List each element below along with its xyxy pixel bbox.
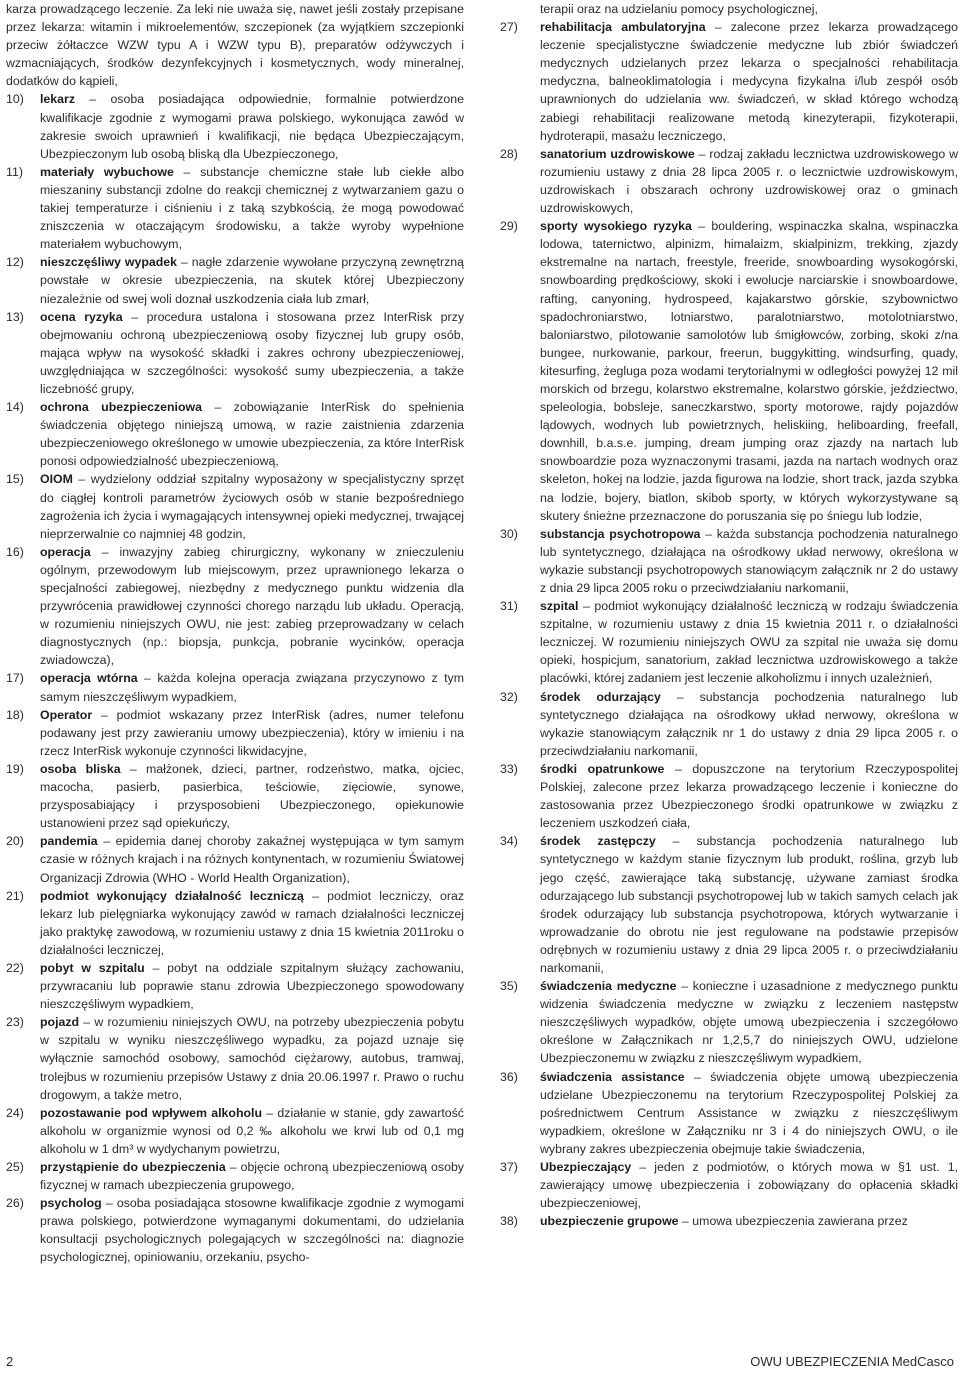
definition-dash: – [694,146,710,161]
definition-dash: – [225,1160,241,1174]
definition-term: osoba bliska [40,761,121,776]
definition-text: substancja pochodzenia naturalnego lub syntetycznego działająca na ośrodkowy układ nerwowy, określona w wykazie stanowiącym załącznik nr 1 do ustawy z dnia 29 lipca 2005 r. o przeciwdziałaniu narkomanii, [540,689,958,758]
definition-term: Operator [40,707,93,722]
definition-text: zobowiązanie InterRisk do spełnienia świadczenia objętego niniejszą umową, w razie zaistnienia zdarzenia ubezpieczeniowego określonego w umowie ubezpieczenia, za które InterRisk ponosi odpowiedzialność ubezpieczeniową, [40,400,465,469]
definition-number: 29) [500,219,518,234]
definition-item [6,543,464,670]
definition-number: 17) [6,671,24,686]
definition-item [6,90,464,162]
definition-dash: – [631,1160,655,1174]
definition-term: pozostawanie pod wpływem alkoholu [40,1105,262,1120]
definition-text: inwazyjny zabieg chirurgiczny, wykonany w znieczuleniu ogólnym, przewodowym lub miejscowym, przez uprawnionego lekarza o specjalności zabiegowej, niezbędny z medycznego punktu widzenia dla przywrócenia prawidłowej czynności chorego narządu lub układu. Operacją, w rozumieniu niniejszych OWU, nie jest: zabieg przeprowadzany w celach diagnostycznych (np.: biopsja, punkcja, pobranie wycinków, operacja zwiadowcza), [40,544,464,668]
definition-term: ocena ryzyka [40,309,123,324]
definition-number: 21) [6,888,24,903]
definition-item [6,1013,464,1103]
definition-term: środek odurzający [540,689,661,704]
definition-text: świadczenia objęte umową ubezpieczenia udzielane Ubezpieczonemu na terytorium Rzeczypospolitej Polskiej za pośrednictwem Centrum Assistance w związku z nieszczęśliwym wypadkiem, określone w Załączniku nr 3 i 4 do niniejszych OWU, o ile wybrany zakres ubezpieczenia obejmuje takie świadczenia, [540,1069,958,1156]
definition-number: 28) [500,146,518,161]
definition-number: 15) [6,472,24,487]
definition-dash: – [97,834,116,849]
definition-number: 23) [6,1015,24,1030]
right-column [500,0,958,1230]
definition-term: operacja wtórna [40,671,138,686]
definition-term: szpital [540,599,579,614]
definition-term: środki opatrunkowe [540,761,665,776]
definition-text: osoba posiadająca stosowne kwalifikacje zgodnie z wymogami prawa polskiego, potwierdzone wymaganymi dokumentami, do udzielania konsultacji psychologicznych polegających w szczególności na: diagnozie psychologicznej, opiniowaniu, orzekaniu, psycho- [40,1196,464,1265]
definition-text: pobyt na oddziale szpitalnym służący zachowaniu, przywracaniu lub poprawie stanu zdrowia Ubezpieczonego spowodowany nieszczęśliwym wypadkiem, [40,960,464,1012]
definition-item [6,163,464,253]
definition-dash: – [262,1105,278,1120]
right-intro-text: terapii oraz na udzielaniu pomocy psychologicznej, [540,2,818,16]
definition-term: sanatorium uzdrowiskowe [540,146,695,161]
definition-text: małżonek, dzieci, partner, rodzeństwo, matka, ojciec, macocha, pasierb, pasierbica, teściowie, zięciowie, synowe, przysposabiający i przysposobieni Ubezpieczonego, opiekunowie ustanowieni przez sąd opiekuńczy, [40,761,464,831]
definition-term: psycholog [40,1196,102,1211]
definition-dash: – [79,1015,95,1030]
definition-number: 22) [6,960,24,975]
definition-text: każda substancja pochodzenia naturalnego lub syntetycznego, działająca na ośrodkowy układ nerwowy, określona w wykazie substancji psychotropowych stanowiącym załącznik nr 2 do ustawy z dnia 29 lipca 2005 roku o przeciwdziałaniu narkomanii, [540,526,959,595]
definition-term: środek zastępczy [540,834,656,849]
definition-dash: – [137,671,158,686]
definition-text: podmiot leczniczy, oraz lekarz lub pielęgniarka wykonujący zawód w ramach działalności leczniczej jako praktykę zawodową, w rozumieniu ustawy z dnia 15 kwietnia 2011roku o działalności leczniczej, [40,888,465,957]
definition-text: w rozumieniu niniejszych OWU, na potrzeby ubezpieczenia pobytu w szpitalu w wyniku nieszczęśliwego wypadku, za pojazd uznaje się wyłącznie samochód osobowy, samochód ciężarowy, autobus, tramwaj, trolejbus w rozumieniu przepisów Ustawy z dnia 20.06.1997 r. Prawo o ruchu drogowym, a także metro, [40,1015,464,1102]
definition-dash: – [684,1069,711,1084]
definition-item [6,706,464,760]
definition-dash: – [705,20,731,35]
definition-item [6,398,464,470]
definition-term: operacja [40,544,91,559]
definition-dash: – [578,599,595,614]
definition-dash: – [700,526,717,541]
definition-number: 33) [500,761,518,776]
definition-text: podmiot wskazany przez InterRisk (adres, numer telefonu podawany jest przy zawieraniu umowy ubezpieczenia), który w imieniu i na rzecz InterRisk wykonuje czynności likwidacyjne, [40,707,464,758]
definition-text: osoba posiadająca odpowiednie, formalnie potwierdzone kwalifikacje zgodnie z wymogami prawa polskiego, wykonująca zawód w zakresie swoich uprawnień i kwalifikacji, nie będąca Ubezpieczającym, Ubezpieczonym lub osobą bliską dla Ubezpieczonego, [40,92,464,161]
definition-dash: – [120,761,146,776]
definition-item [500,145,958,217]
definition-item [500,1158,958,1212]
definition-item [500,688,958,760]
definition-item [6,1158,464,1194]
definition-text: dopuszczone na terytorium Rzeczypospolitej Polskiej, zalecone przez lekarza prowadzącego leczenie i konieczne do zastosowania przez Ubezpieczonego środki opatrunkowe w związku z leczeniem uszkodzeń ciała, [540,761,958,831]
definition-item [6,959,464,1013]
definition-number: 10) [6,92,24,107]
definition-dash: – [177,255,192,270]
definition-dash: – [144,960,168,975]
definition-dash: – [660,689,700,704]
definition-term: przystąpienie do ubezpieczenia [40,1160,226,1174]
definition-term: ubezpieczenie grupowe [540,1214,679,1229]
definition-term: sporty wysokiego ryzyka [540,219,692,234]
definition-term: lekarz [40,92,76,107]
definition-text: każda kolejna operacja związana przyczynowo z tym samym nieszczęśliwym wypadkiem, [40,671,464,704]
definition-dash: – [72,472,91,487]
definition-item [6,887,464,959]
definition-text: wydzielony oddział szpitalny wyposażony w specjalistyczny sprzęt do ciągłej kontroli parametrów życiowych osób w stanie bezpośredniego zagrożenia ich życia i wymagających intensywnej opieki medycznej, trwającej nieprzerwalnie co najmniej 48 godzin, [40,472,464,541]
definition-text: konieczne i uzasadnione z medycznego punktu widzenia świadczenia medyczne w związku z leczeniem następstw nieszczęśliwych wypadków, objęte umową ubezpieczenia i szczegółowo określone w Załącznikach nr 1,2,5,7 do niniejszych OWU, udzielone Ubezpieczonemu w związku z nieszczęśliwym wypadkiem, [540,979,959,1066]
definition-item [500,597,958,687]
definition-term: pandemia [40,834,98,849]
definition-text: rodzaj zakładu lecznictwa uzdrowiskowego w rozumieniu ustawy z dnia 28 lipca 2005 r. o lecznictwie uzdrowiskowym, uzdrowiskach i obszarach ochrony uzdrowiskowej oraz o gminach uzdrowiskowych, [540,146,958,216]
definition-term: ochrona ubezpieczeniowa [40,400,202,415]
definition-text: objęcie ochroną ubezpieczeniową osoby fizycznej w ramach ubezpieczenia grupowego, [40,1160,464,1193]
definition-term: nieszczęśliwy wypadek [40,255,178,270]
definition-number: 31) [500,599,518,614]
definition-text: jeden z podmiotów, o których mowa w §1 ust. 1, zawierający umowę ubezpieczenia i zobowiązany do opłacenia składki ubezpieczeniowej, [540,1160,958,1211]
definition-dash: – [92,707,117,722]
definition-number: 26) [6,1196,24,1211]
definition-term: materiały wybuchowe [40,164,174,179]
definition-item [500,1068,958,1158]
definition-term: pobyt w szpitalu [40,960,145,975]
definition-number: 36) [500,1069,518,1084]
definition-item [6,308,464,398]
definition-item [500,1212,958,1230]
definition-number: 30) [500,526,518,541]
page-number: 2 [6,1354,14,1369]
definition-item [6,760,464,832]
definition-item [500,832,958,977]
definition-text: działanie w stanie, gdy zawartość alkoholu w organizmie wynosi od 0,2 ‰ alkoholu we krwi lub od 0,1 mg alkoholu w 1 dm³ w wydychanym powietrzu, [40,1105,464,1156]
definition-term: świadczenia assistance [540,1069,685,1084]
definition-term: świadczenia medyczne [540,979,677,994]
left-definitions-list [6,90,464,1266]
definition-number: 19) [6,761,24,776]
left-intro-text: karza prowadzącego leczenie. Za leki nie uważa się, nawet jeśli zostały przepisane przez lekarza: witamin i mikroelementów, szczepionek (za wyjątkiem szczepionki przeciw żółtaczce WZW typu A i WZW typu B), preparatów odżywczych i wzmacniających, środków dezynfekcyjnych i kosmetycznych, wody mineralnej, dodatków do kąpieli, [6,2,464,89]
definition-text: substancje chemiczne stałe lub ciekłe albo mieszaniny substancji zdolne do reakcji chemicznej z wytwarzaniem gazu o takiej temperaturze i ciśnieniu i z taką szybkością, że mogą powodować zniszczenia w otaczającym środowisku, a także wyroby wypełnione materiałem wybuchowym, [40,164,464,252]
definition-text: bouldering, wspinaczka skalna, wspinaczka lodowa, taternictwo, alpinizm, himalaizm, skialpinizm, trekking, zjazdy ekstremalne na nartach, freestyle, freeride, snowboarding wysokogórski, snowboarding prędkościowy, skoki i ewolucje narciarskie i snowboardowe, rafting, canyoning, hydrospeed, kajakarstwo górskie, szybownictwo spadochroniarstwo, lotniarstwo, paralotniarstwo, motolotniarstwo, baloniarstwo, pilotowanie samolotów lub śmigłowców, zorbing, skoki z/na bungee, nurkowanie, parkour, freerun, buggykitting, windsurfing, quady, kitesurfing, żegluga poza wodami terytorialnymi w odległości powyżej 12 mil morskich od brzegu, kolarstwo ekstremalne, kolarstwo górskie, jeździectwo, speleologia, bobsleje, saneczkarstwo, sporty motorowe, rajdy pojazdów lądowych, wodnych lub powietrznych, heliskiing, heliboarding, freefall, downhill, b.a.s.e. jumping, dream jumping oraz zjazdy na nartach lub snowboardzie poza wyznaczonymi trasami, jazda na nartach wodnych oraz skeleton, hokej na lodzie, jazda figurowa na lodzie, short track, jazda szybka na lodzie, bojery, biatlon, skibob sporty, w których wykorzystywane są skutery śnieżne przeznaczone do poruszania się po śniegu lub lodzie, [540,219,958,523]
definition-number: 20) [6,834,24,849]
definition-dash: – [678,1214,693,1229]
definition-text: nagłe zdarzenie wywołane przyczyną zewnętrzną powstałe w okresie ubezpieczenia, na skutek której Ubezpieczony niezależnie od swej woli doznał uszkodzenia ciała lub zmarł, [40,255,464,306]
definition-term: substancja psychotropowa [540,526,701,541]
definition-number: 35) [500,979,518,994]
definition-text: zalecone przez lekarza prowadzącego leczenie specjalistyczne świadczenie medyczne lub zbiór świadczeń medycznych udzielanych przez lekarza o specjalności rehabilitacja medyczna, balneoklimatologia i medycyna fizykalna i/lub zespół osób uprawnionych do udzielania ww. świadczeń, w skład którego wchodzą zabiegi rehabilitacji realizowane metodą kinezyterapii, fizykoterapii, hydroterapii, masażu leczniczego, [540,20,958,143]
definition-number: 34) [500,834,518,849]
definition-number: 37) [500,1160,518,1174]
definition-term: Ubezpieczający [540,1160,632,1174]
definition-term: podmiot wykonujący działalność leczniczą [40,888,304,903]
definition-term: OIOM [40,472,73,487]
definition-dash: – [303,888,328,903]
definition-number: 27) [500,20,518,35]
definition-item [500,525,958,597]
definition-number: 14) [6,400,24,415]
right-definitions-list [500,18,958,1230]
definition-dash: – [75,92,111,107]
definition-item [6,1104,464,1158]
definition-text: umowa ubezpieczenia zawierana przez [692,1214,908,1229]
definition-dash: – [173,164,201,179]
definition-text: procedura ustalona i stosowana przez InterRisk przy obejmowaniu ochroną ubezpieczeniową osoby fizycznej lub grupy osób, mająca wpływ na wysokość składki i zakres ochrony ubezpieczeniowej, uwzględniająca w szczególności: wysokość sumy ubezpieczenia, a także liczebność grupy, [40,309,464,396]
definition-text: podmiot wykonujący działalność leczniczą w rodzaju świadczenia szpitalne, w rozumieniu ustawy z dnia 15 kwietnia 2011 r. o działalności leczniczej. W rozumieniu niniejszych OWU za szpital nie uważa się domu opieki, hospicjum, sanatorium, zakład lecznictwa uzdrowiskowego a także placówki, której zadaniem jest leczenie alkoholizmu i innych uzależnień, [540,599,958,686]
definition-text: epidemia danej choroby zakaźnej występująca w tym samym czasie w różnych krajach i na różnych kontynentach, w rozumieniu Światowej Organizacji Zdrowia (WHO - World Health Organization), [40,834,464,885]
definition-number: 13) [6,309,24,324]
definition-dash: – [101,1196,117,1211]
definition-number: 12) [6,255,24,270]
left-column [6,0,464,1267]
definition-item [6,253,464,307]
definition-number: 16) [6,544,24,559]
definition-dash: – [202,400,234,415]
definition-dash: – [691,219,712,234]
definition-number: 32) [500,689,518,704]
definition-term: pojazd [40,1015,80,1030]
definition-item [6,669,464,705]
definition-item [6,832,464,886]
definition-dash: – [655,834,697,849]
definition-number: 18) [6,707,24,722]
definition-item [500,217,958,525]
definition-number: 25) [6,1160,24,1174]
definition-item [500,18,958,145]
definition-dash: – [664,761,693,776]
definition-item [500,977,958,1067]
definition-number: 38) [500,1214,518,1229]
definition-item [500,760,958,832]
definition-item [6,1194,464,1266]
footer-brand: OWU UBEZPIECZENIA MedCasco [750,1354,954,1369]
definition-term: rehabilitacja ambulatoryjna [540,20,706,35]
definition-text: substancja pochodzenia naturalnego lub syntetycznego w każdym stanie fizycznym lub produkt, roślina, grzyb lub jego część, zawierające taką substancję, używane zamiast środka odurzającego lub substancji psychotropowej lub w takich samych celach jak środek odurzający lub substancja psychotropowa, których wytwarzanie i wprowadzanie do obrotu nie jest regulowane na podstawie przepisów odrębnych w rozumieniu ustawy z dnia 29 lipca 2005 r. o przeciwdziałaniu narkomanii, [540,834,959,975]
definition-dash: – [90,544,120,559]
definition-item [6,470,464,542]
definition-dash: – [676,979,693,994]
definition-number: 11) [6,164,23,179]
definition-dash: – [122,309,147,324]
definition-number: 24) [6,1105,24,1120]
